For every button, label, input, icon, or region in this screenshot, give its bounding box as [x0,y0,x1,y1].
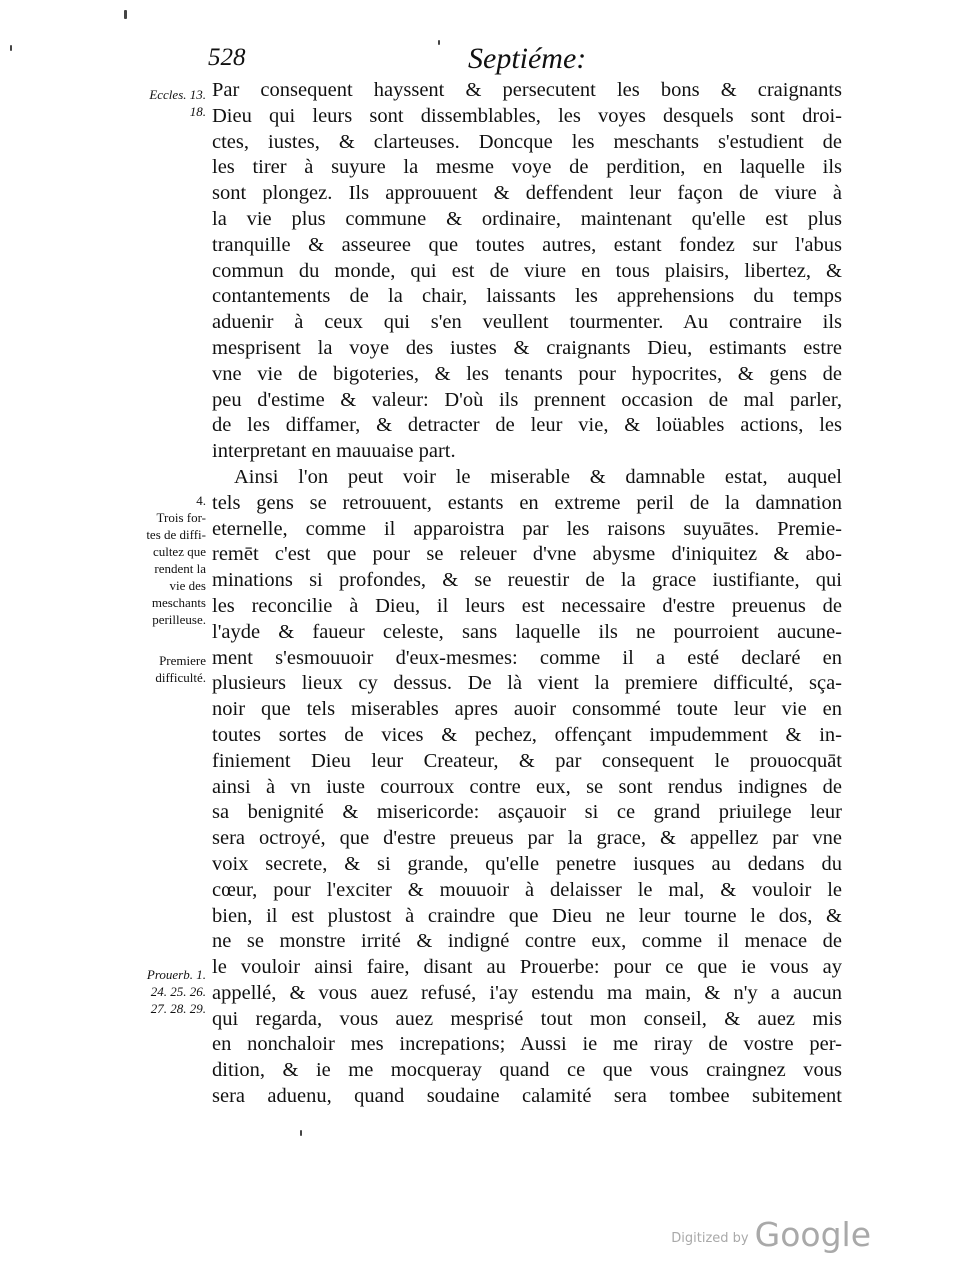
body-line: le vouloir ainsi faire, disant au Prouerbe: pour ce que ie vous ay [212,956,842,979]
body-line: ctes, iustes, & clarteuses. Doncque les meschants s'estudient de [212,130,842,153]
body-line: en nonchaloir mes increpations; Aussi ie me riray de vostre per- [212,1033,842,1056]
scan-speck [438,40,440,45]
body-line: tels gens se retrouuent, estants en extreme peril de la damnation [212,491,842,514]
body-line: l'ayde & faueur celeste, sans laquelle ils ne pourroient aucune- [212,620,842,643]
body-line: les reconcilie à Dieu, il leurs est necessaire d'estre preuenus de [212,594,842,617]
body-line: bien, il est plustost à craindre que Dieu ne leur tourne le dos, & [212,904,842,927]
body-line: noir que tels miserables apres auoir consommé toute leur vie en [212,698,842,721]
body-line: la vie plus commune & ordinaire, maintenant qu'elle est plus [212,207,842,230]
margin-note-line: rendent la [154,561,206,576]
body-line: ne se monstre irrité & indigné contre eux, comme il menace de [212,930,842,953]
body-line: sera aduenu, quand soudaine calamité sera tombee subitement [212,1085,842,1108]
body-line: mesprisent la voye des iustes & craignants Dieu, estimants estre [212,336,842,359]
margin-note-line: perilleuse. [152,612,206,627]
margin-note-line: 18. [189,104,206,119]
body-line: remēt c'est que pour se releuer d'vne abysme d'iniquitez & abo- [212,543,842,566]
scan-speck [124,10,127,19]
margin-note-section-heading [112,492,206,628]
body-text [212,78,842,1110]
margin-note-line: meschants [151,595,206,610]
margin-note-line: 24. 25. 26. [150,984,206,999]
body-line: qui regarda, vous auez mesprisé tout mon conseil, & auez mis [212,1007,842,1030]
margin-note-line: 4. [196,493,206,508]
body-line: vne vie de bigoteries, & les tenants pour hypocrites, & gens de [212,362,842,385]
body-line: ment s'esmouuoir d'eux-mesmes: comme il a esté declaré en [212,646,842,669]
body-line: Par consequent hayssent & persecutent les bons & craignants [212,79,842,101]
body-line: appellé, & vous auez refusé, i'ay estendu ma main, & n'y a aucun [212,981,842,1004]
body-line: plusieurs lieux cy dessus. De là vient la premiere difficulté, sça- [212,672,842,695]
page-number: 528 [208,44,246,71]
margin-note-line: Eccles. 13. [149,87,206,102]
body-line: les tirer à suyure la mesme voye de perdition, en laquelle ils [212,156,842,179]
body-line: toutes sortes de vices & pechez, offençant impudemment & in- [212,723,842,746]
body-line: commun du monde, qui est de viure en tous plaisirs, libertez, & [212,259,842,282]
body-line: ainsi à vn iuste courroux contre eux, se sont rendus indignes de [212,775,842,798]
body-line: contantements de la chair, laissants les apprehensions du temps [212,285,842,308]
body-line: de les diffamer, & detracter de leur vie, & loüables actions, les [212,414,842,437]
body-line: eternelle, comme il apparoistra par les raisons suyuātes. Premie- [212,517,842,540]
scan-speck [10,45,12,51]
running-title: Septiéme: [468,42,587,75]
body-line: dition, & ie me mocqueray quand ce que vous craingnez vous [212,1059,842,1082]
body-line: Ainsi l'on peut voir le miserable & damnable estat, auquel [234,465,842,488]
body-line: aduenir à ceux qui s'en veullent tourmenter. Au contraire ils [212,311,842,334]
margin-note-line: 27. 28. 29. [150,1001,206,1016]
margin-note-line: tes de diffi- [146,527,206,542]
scan-speck [300,1130,302,1136]
watermark-small-text: Digitized by [671,1231,749,1246]
body-line: finiement Dieu leur Createur, & par consequent le prouocquāt [212,749,842,772]
google-logo: Google [754,1215,871,1254]
margin-note-eccles [112,86,206,120]
body-line: sera octroyé, que d'estre preueus par la grace, & appellez par vne [212,827,842,850]
margin-note-prouerb [112,966,206,1017]
margin-note-line: difficulté. [155,670,206,685]
margin-note-line: vie des [169,578,206,593]
body-line: sa benignité & misericorde: asçauoir si ce grand priuilege leur [212,801,842,824]
body-line: sont plongez. Ils approuuent & deffendent leur façon de viure à [212,182,842,205]
margin-note-line: Premiere [159,653,206,668]
page-header [200,42,840,82]
margin-note-line: Prouerb. 1. [146,967,206,982]
margin-note-line: Trois for- [156,510,206,525]
body-line: tranquille & asseuree que toutes autres, estant fondez sur l'abus [212,233,842,256]
body-line: peu d'estime & valeur: D'où ils prennent occasion de mal parler, [212,388,842,411]
margin-note-line: cultez que [152,544,206,559]
body-line: interpretant en mauuaise part. [212,440,456,463]
digitized-by-google-watermark [671,1215,871,1254]
body-line: Dieu qui leurs sont dissemblables, les voyes desquels sont droi- [212,104,842,127]
body-line: minations si profondes, & se reuestir de la grace iustifiante, qui [212,569,842,592]
body-line: cœur, pour l'exciter & mouuoir à delaisser le mal, & vouloir le [212,878,842,901]
body-line: voix secrete, & si grande, qu'elle penetre iusques au dedans du [212,852,842,875]
margin-note-premiere [112,652,206,686]
